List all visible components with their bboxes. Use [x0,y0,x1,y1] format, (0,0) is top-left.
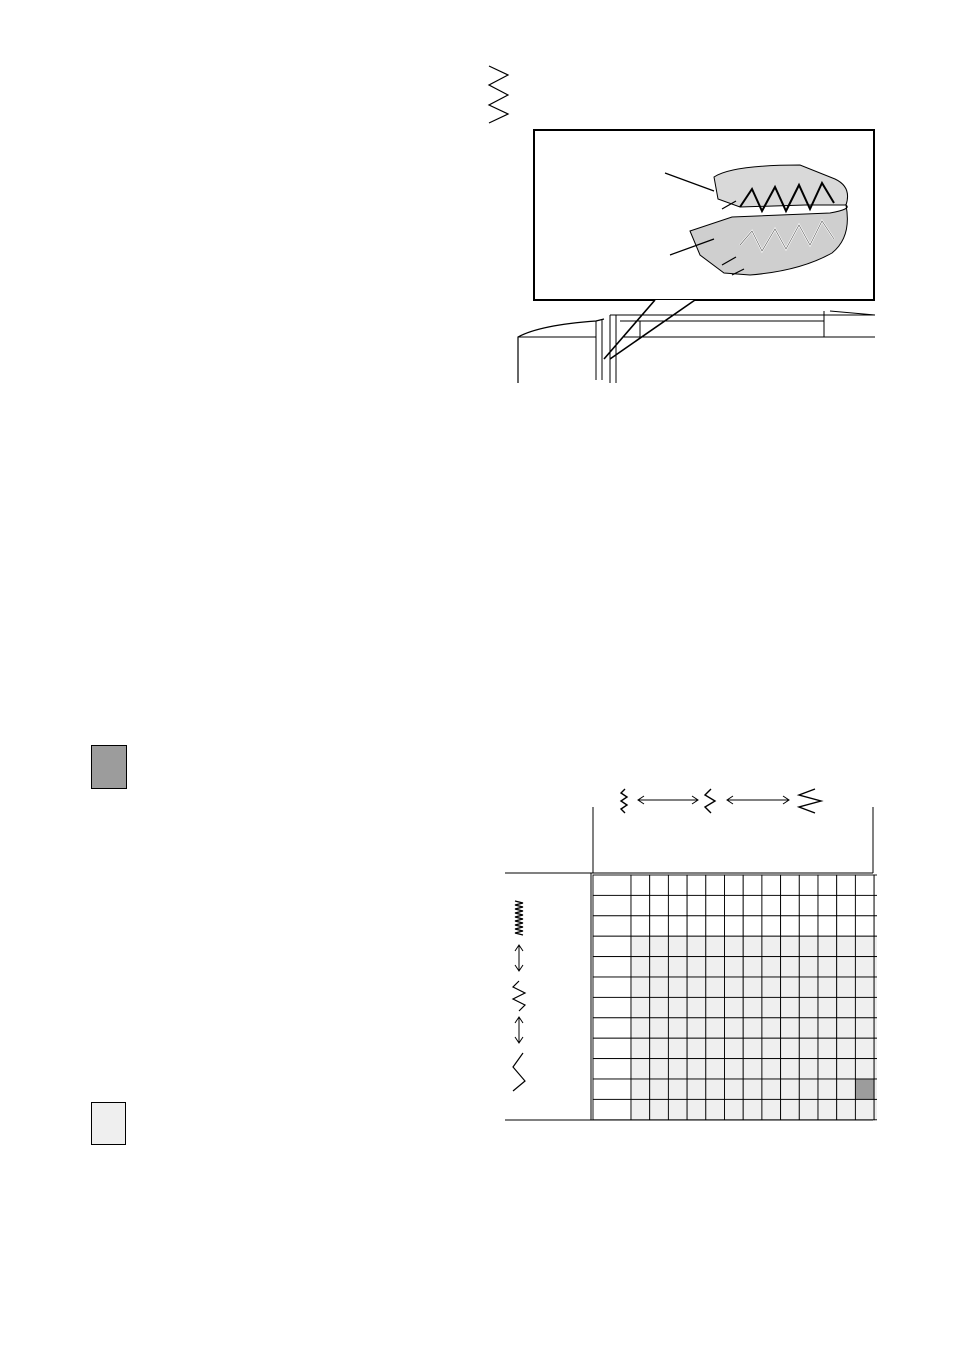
grid-cell [874,1038,877,1058]
grid-cell [799,1099,818,1119]
grid-cell [818,957,837,977]
grid-cell [706,1018,725,1038]
grid-cell [593,957,631,977]
grid-cell [781,936,800,956]
grid-cell [725,916,744,936]
grid-cell [781,1099,800,1119]
grid-cell [687,1038,706,1058]
grid-cell [855,916,874,936]
grid-cell [687,977,706,997]
grid-cell [762,1099,781,1119]
grid-cell [687,1059,706,1079]
grid-cell [799,1018,818,1038]
grid-cell [706,916,725,936]
wide-zigzag-icon [799,789,821,813]
grid-cell [725,895,744,915]
grid-cell [593,1018,631,1038]
grid-cell [799,1059,818,1079]
grid-cell [725,1099,744,1119]
grid-cell [593,1099,631,1119]
grid-cell [762,895,781,915]
grid-cell [762,916,781,936]
grid-cell [668,875,687,895]
grid-cell [725,936,744,956]
grid-cell [818,1079,837,1099]
grid-cell [593,1059,631,1079]
grid-cell [650,936,669,956]
grid-cell [687,957,706,977]
grid-cell [743,1018,762,1038]
medium-length-zigzag-icon [513,981,525,1011]
grid-cell [837,1018,856,1038]
grid-cell [837,957,856,977]
grid-cell [855,977,874,997]
grid-cell [799,1079,818,1099]
grid-cell [650,1018,669,1038]
grid-cell [668,936,687,956]
grid-cell [593,916,631,936]
grid-cell [781,977,800,997]
grid-cell [668,1059,687,1079]
grid-cell [631,916,650,936]
grid-cell [818,936,837,956]
grid-cell [818,997,837,1017]
grid-cell [631,1079,650,1099]
grid-cell [650,997,669,1017]
grid-cell [631,895,650,915]
grid-cell [781,1059,800,1079]
grid-cell [743,957,762,977]
grid-cell [781,895,800,915]
grid-cell [743,895,762,915]
stitch-settings-grid [505,785,877,1125]
grid-cell [743,875,762,895]
grid-cell [818,1038,837,1058]
grid-cell [743,1038,762,1058]
grid-cell [818,875,837,895]
grid-cell [781,1079,800,1099]
grid-cell [687,936,706,956]
machine-body-outline [518,319,604,383]
grid-cell [668,1099,687,1119]
grid-cell [874,1018,877,1038]
grid-cell [593,1038,631,1058]
grid-cell [631,957,650,977]
grid-cell [855,936,874,956]
grid-cell [725,977,744,997]
grid-cell [650,875,669,895]
grid-cell [725,1038,744,1058]
grid-cell [725,875,744,895]
grid-cell [668,977,687,997]
grid-cell [762,936,781,956]
grid-cell [650,1079,669,1099]
grid-cell [799,1038,818,1058]
grid-cell [593,895,631,915]
grid-cell [799,997,818,1017]
grid-cell [762,875,781,895]
grid-cell [874,1099,877,1119]
grid-cell [725,1018,744,1038]
light-legend-swatch [91,1102,126,1145]
grid-cell-highlighted [855,1079,874,1099]
grid-cell [743,1059,762,1079]
grid-cell [837,895,856,915]
grid-cell [631,936,650,956]
grid-cell [631,1038,650,1058]
grid-cell [781,1038,800,1058]
grid-cell [855,1059,874,1079]
grid-cell [837,1038,856,1058]
grid-cell [855,1038,874,1058]
grid-cell [855,997,874,1017]
grid-cell [706,1059,725,1079]
grid-cell [855,1018,874,1038]
grid-cell [762,1079,781,1099]
grid-cell [743,1099,762,1119]
dense-zigzag-icon [515,901,523,935]
grid-cell [855,957,874,977]
grid-cell [706,1038,725,1058]
grid-cell [799,895,818,915]
grid-cell [725,997,744,1017]
hemming-illustration [500,125,885,390]
grid-cell [706,1079,725,1099]
grid-cell [650,895,669,915]
grid-cell [818,1059,837,1079]
grid-cell [874,977,877,997]
grid-cell [837,1099,856,1119]
grid-cell [725,957,744,977]
width-arrow-1 [638,796,698,804]
grid-cell [706,895,725,915]
grid-cell [781,1018,800,1038]
grid-cell [818,977,837,997]
grid-cell [743,997,762,1017]
grid-cell [706,977,725,997]
narrow-zigzag-icon [621,789,627,813]
grid-cell [687,916,706,936]
length-arrow-2 [515,1017,523,1043]
grid-cell [706,957,725,977]
grid-cell [762,1038,781,1058]
grid-cell [781,997,800,1017]
grid-cell [706,875,725,895]
grid-cell [687,1099,706,1119]
grid-cell [650,977,669,997]
grid-cell [631,977,650,997]
grid-cell [725,1059,744,1079]
grid-cell [818,895,837,915]
grid-cell [650,1099,669,1119]
grid-cell [799,875,818,895]
grid-cell [781,875,800,895]
grid-cell [631,1059,650,1079]
grid-cell [762,1018,781,1038]
grid-cell [874,916,877,936]
grid-cell [593,997,631,1017]
grid-cell [650,957,669,977]
grid-cell [818,1018,837,1038]
grid-cell [855,875,874,895]
grid-cell [837,997,856,1017]
grid-cell [706,997,725,1017]
grid-cell [762,1059,781,1079]
grid-cell [593,875,631,895]
grid-cell [874,997,877,1017]
grid-cell [687,895,706,915]
grid-cell [668,1018,687,1038]
grid-cell [818,1099,837,1119]
dark-legend-swatch [91,745,127,789]
grid-cell [743,916,762,936]
grid-cell [668,997,687,1017]
grid-cell [650,916,669,936]
grid-cell [799,936,818,956]
grid-cell [837,875,856,895]
grid-cell [687,875,706,895]
grid-cell [668,957,687,977]
grid-cell [781,916,800,936]
grid-cell [781,957,800,977]
grid-cell [762,957,781,977]
grid-cell [837,977,856,997]
grid-cell [631,1018,650,1038]
grid-cell [855,1099,874,1119]
grid-cell [874,1059,877,1079]
grid-cell [687,997,706,1017]
grid-cell [687,1018,706,1038]
grid-cell [593,936,631,956]
grid-cell [631,1099,650,1119]
grid-cell [874,875,877,895]
grid-cell [725,1079,744,1099]
grid-cell [855,895,874,915]
grid-cell [593,1079,631,1099]
grid-cell [668,1079,687,1099]
grid-cell [743,936,762,956]
grid-cell [837,1079,856,1099]
grid-cell [631,875,650,895]
grid-cell [668,895,687,915]
grid-cell [874,957,877,977]
grid-cell [706,1099,725,1119]
grid-cell [837,936,856,956]
grid-cell [743,977,762,997]
grid-cell [650,1059,669,1079]
grid-cell [874,1079,877,1099]
grid-cell [874,895,877,915]
grid-cell [799,916,818,936]
grid-cell [668,1038,687,1058]
zigzag-stitch-icon [486,63,512,125]
length-arrow-1 [515,945,523,971]
grid-cell [762,997,781,1017]
grid-cell [874,936,877,956]
grid-cell [668,916,687,936]
long-zigzag-icon [513,1053,525,1091]
grid-cell [837,1059,856,1079]
grid-cell [799,977,818,997]
grid-cell [631,997,650,1017]
grid-cell [706,936,725,956]
grid-cell [818,916,837,936]
grid-cell [743,1079,762,1099]
grid-cell [799,957,818,977]
grid-cell [650,1038,669,1058]
grid-cell [593,977,631,997]
medium-zigzag-icon [705,789,715,813]
grid-cell [762,977,781,997]
grid-cell [687,1079,706,1099]
width-arrow-2 [727,796,789,804]
grid-cell [837,916,856,936]
